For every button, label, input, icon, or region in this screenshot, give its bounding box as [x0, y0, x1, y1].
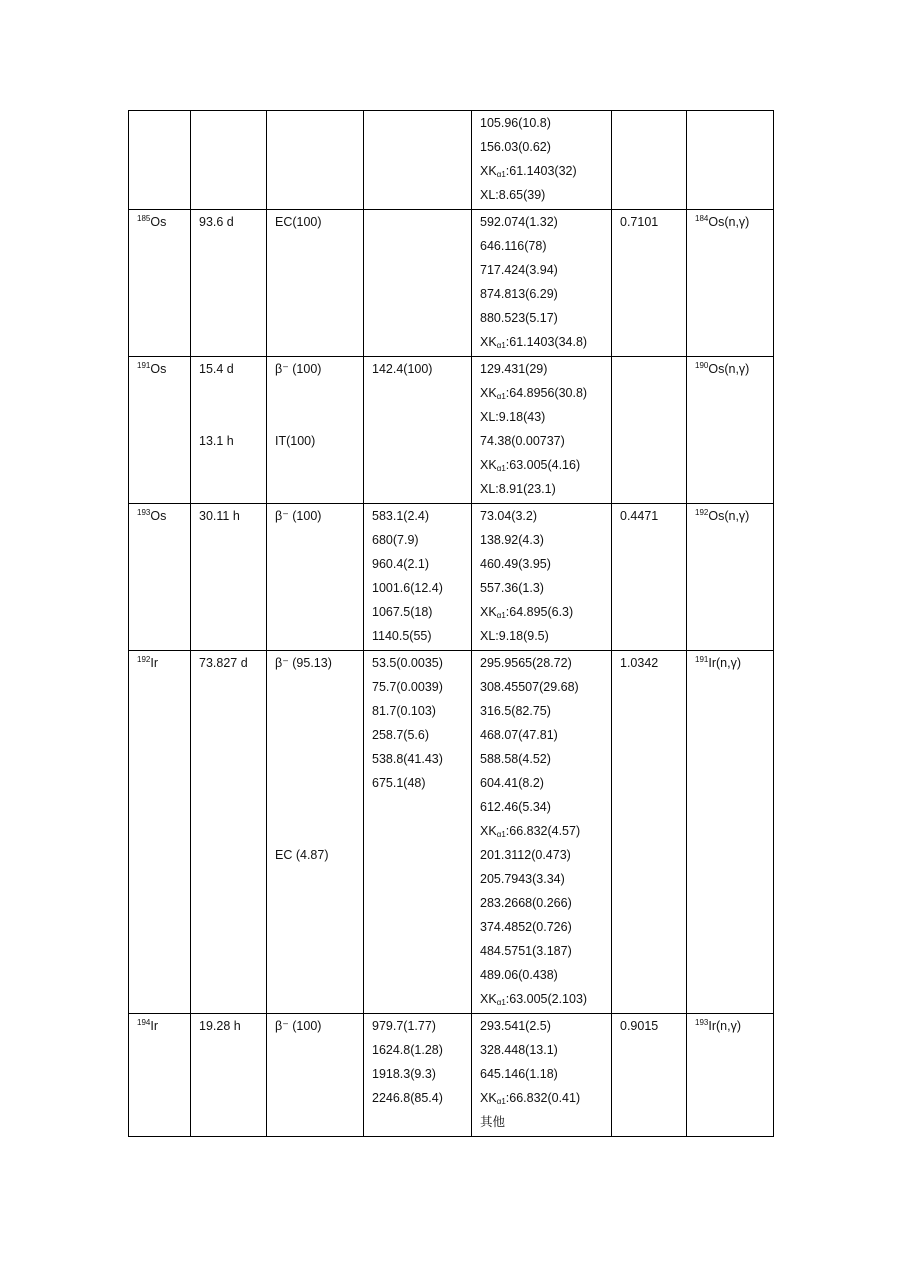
xray-subscript: α1: [496, 611, 506, 620]
beta-energy-cell: [364, 1014, 472, 1137]
gamma-energy: XL:8.91(23.1): [480, 482, 556, 496]
xray-energy: :61.1403(32): [505, 164, 577, 178]
gamma-energy-cell: [472, 1014, 612, 1137]
gamma-energy: 484.5751(3.187): [480, 944, 572, 958]
reaction-mass-number: 191: [695, 655, 709, 664]
xray-line: [480, 383, 611, 407]
nuclide-cell: [129, 357, 191, 504]
cross-section-cell: [612, 651, 687, 1014]
xray-line: [480, 161, 611, 185]
gamma-energy-cell: [472, 210, 612, 357]
spacer-line: [275, 407, 363, 431]
xray-subscript: α1: [496, 464, 506, 473]
gamma-energy: 557.36(1.3): [480, 581, 544, 595]
xray-energy: :66.832(0.41): [505, 1091, 581, 1105]
xray-energy: :63.005(4.16): [505, 458, 581, 472]
beta-energy: 675.1(48): [372, 776, 426, 790]
half-life: 73.827 d: [199, 656, 248, 670]
spacer-line: [275, 797, 363, 821]
xray-subscript: α1: [496, 998, 506, 1007]
gamma-energy: 374.4852(0.726): [480, 920, 572, 934]
gamma-energy: 460.49(3.95): [480, 557, 551, 571]
nuclide-element: Ir: [150, 656, 158, 670]
xray-prefix: XK: [480, 335, 497, 349]
beta-energy-cell: [364, 651, 472, 1014]
gamma-energy: 105.96(10.8): [480, 116, 551, 130]
production-reaction: [695, 113, 773, 137]
beta-energy: 142.4(100): [372, 362, 433, 376]
gamma-energy: 283.2668(0.266): [480, 896, 572, 910]
production-reaction: [695, 653, 773, 677]
beta-energy: 583.1(2.4): [372, 509, 429, 523]
xray-prefix: XK: [480, 605, 497, 619]
decay-mode-cell: [267, 504, 364, 651]
half-life-cell: [191, 651, 267, 1014]
gamma-energy: 880.523(5.17): [480, 311, 558, 325]
decay-mode: β⁻ (100): [275, 1019, 322, 1033]
beta-energy: 1067.5(18): [372, 605, 433, 619]
table-row: [129, 210, 774, 357]
beta-energy: 680(7.9): [372, 533, 419, 547]
gamma-energy: 73.04(3.2): [480, 509, 537, 523]
xray-line: [480, 602, 611, 626]
xray-subscript: α1: [496, 392, 506, 401]
production-reaction: [695, 1016, 773, 1040]
gamma-energy: 645.146(1.18): [480, 1067, 558, 1081]
reaction-mass-number: 193: [695, 1018, 709, 1027]
beta-energy: 1001.6(12.4): [372, 581, 443, 595]
reaction-mass-number: 184: [695, 214, 709, 223]
cross-section: [620, 359, 686, 383]
nuclide-mass-number: 193: [137, 508, 151, 517]
beta-energy: 960.4(2.1): [372, 557, 429, 571]
gamma-energy-cell: [472, 504, 612, 651]
beta-energy: 75.7(0.0039): [372, 680, 443, 694]
reaction-cell: [687, 651, 774, 1014]
gamma-energy-cell: [472, 651, 612, 1014]
decay-mode: β⁻ (100): [275, 362, 322, 376]
cross-section: 0.9015: [620, 1019, 659, 1033]
nuclide-data-table: [128, 110, 774, 1137]
gamma-energy-cell: [472, 357, 612, 504]
nuclide-mass-number: 185: [137, 214, 151, 223]
nuclide-element: Os: [150, 215, 167, 229]
spacer-line: [275, 383, 363, 407]
nuclide-cell: [129, 210, 191, 357]
half-life-cell: [191, 504, 267, 651]
gamma-energy: XL:8.65(39): [480, 188, 546, 202]
beta-energy-cell: [364, 111, 472, 210]
beta-energy: 2246.8(85.4): [372, 1091, 443, 1105]
reaction-text: Os(n,γ): [708, 509, 750, 523]
xray-energy: :64.8956(30.8): [505, 386, 588, 400]
production-reaction: [695, 359, 773, 383]
nuclide-mass-number: 191: [137, 361, 151, 370]
gamma-energy: 489.06(0.438): [480, 968, 558, 982]
beta-energy: 979.7(1.77): [372, 1019, 436, 1033]
xray-prefix: XK: [480, 386, 497, 400]
reaction-text: Os(n,γ): [708, 362, 750, 376]
spacer-line: [275, 677, 363, 701]
decay-mode-cell: [267, 111, 364, 210]
gamma-energy: 588.58(4.52): [480, 752, 551, 766]
gamma-energy: 205.7943(3.34): [480, 872, 565, 886]
xray-subscript: α1: [496, 341, 506, 350]
spacer-line: [275, 821, 363, 845]
nuclide-element: Os: [150, 509, 167, 523]
nuclide-mass-number: 192: [137, 655, 151, 664]
cross-section: 0.7101: [620, 215, 659, 229]
cross-section: 0.4471: [620, 509, 659, 523]
reaction-text: Os(n,γ): [708, 215, 750, 229]
spacer-line: [275, 749, 363, 773]
xray-line: [480, 821, 611, 845]
spacer-line: [275, 773, 363, 797]
cross-section: [620, 113, 686, 137]
reaction-mass-number: 192: [695, 508, 709, 517]
decay-mode-cell: [267, 357, 364, 504]
xray-prefix: XK: [480, 992, 497, 1006]
beta-energy: 1140.5(55): [372, 629, 432, 643]
half-life-cell: [191, 111, 267, 210]
reaction-cell: [687, 111, 774, 210]
gamma-energy: 201.3112(0.473): [480, 848, 571, 862]
decay-mode: EC (4.87): [275, 848, 329, 862]
gamma-energy: XL:9.18(43): [480, 410, 546, 424]
nuclide: [137, 506, 190, 530]
gamma-energy: 308.45507(29.68): [480, 680, 579, 694]
xray-prefix: XK: [480, 458, 497, 472]
gamma-energy: 293.541(2.5): [480, 1019, 551, 1033]
nuclide-cell: [129, 504, 191, 651]
reaction-cell: [687, 357, 774, 504]
nuclide: [137, 653, 190, 677]
cross-section-cell: [612, 111, 687, 210]
nuclide: [137, 359, 190, 383]
gamma-energy: 129.431(29): [480, 362, 548, 376]
cross-section-cell: [612, 210, 687, 357]
nuclide: [137, 1016, 190, 1040]
nuclide-cell: [129, 111, 191, 210]
table-row: [129, 111, 774, 210]
xray-energy: :66.832(4.57): [505, 824, 581, 838]
gamma-energy: 592.074(1.32): [480, 215, 558, 229]
spacer-line: [275, 701, 363, 725]
gamma-energy: 其他: [480, 1115, 506, 1129]
xray-subscript: α1: [496, 1097, 506, 1106]
xray-energy: :64.895(6.3): [505, 605, 574, 619]
nuclide-mass-number: 194: [137, 1018, 151, 1027]
half-life-cell: [191, 210, 267, 357]
xray-subscript: α1: [496, 170, 506, 179]
xray-line: [480, 989, 611, 1013]
table-row: [129, 357, 774, 504]
xray-line: [480, 1088, 611, 1112]
table-row: [129, 651, 774, 1014]
decay-mode-cell: [267, 651, 364, 1014]
beta-energy-cell: [364, 357, 472, 504]
spacer-line: [275, 725, 363, 749]
gamma-energy: 295.9565(28.72): [480, 656, 572, 670]
nuclide: [137, 113, 190, 137]
cross-section-cell: [612, 504, 687, 651]
decay-mode: β⁻ (100): [275, 509, 322, 523]
gamma-energy-cell: [472, 111, 612, 210]
cross-section: 1.0342: [620, 656, 659, 670]
beta-energy-cell: [364, 504, 472, 651]
beta-energy: 81.7(0.103): [372, 704, 436, 718]
decay-mode: IT(100): [275, 434, 316, 448]
gamma-energy: 138.92(4.3): [480, 533, 544, 547]
beta-energy: 1918.3(9.3): [372, 1067, 436, 1081]
xray-energy: :63.005(2.103): [505, 992, 588, 1006]
gamma-energy: 717.424(3.94): [480, 263, 558, 277]
nuclide-element: Os: [150, 362, 167, 376]
production-reaction: [695, 506, 773, 530]
gamma-energy: XL:9.18(9.5): [480, 629, 549, 643]
xray-line: [480, 455, 611, 479]
beta-energy: 538.8(41.43): [372, 752, 443, 766]
gamma-energy: 156.03(0.62): [480, 140, 551, 154]
cross-section-cell: [612, 1014, 687, 1137]
beta-energy: 1624.8(1.28): [372, 1043, 443, 1057]
gamma-energy: 612.46(5.34): [480, 800, 551, 814]
table-row: [129, 504, 774, 651]
gamma-energy: 316.5(82.75): [480, 704, 551, 718]
gamma-energy: 74.38(0.00737): [480, 434, 565, 448]
spacer-line: [199, 383, 266, 407]
reaction-cell: [687, 1014, 774, 1137]
gamma-energy: 604.41(8.2): [480, 776, 544, 790]
xray-subscript: α1: [496, 830, 506, 839]
beta-energy: 258.7(5.6): [372, 728, 429, 742]
gamma-energy: 468.07(47.81): [480, 728, 558, 742]
gamma-energy: 646.116(78): [480, 239, 547, 253]
table-body: [129, 111, 774, 1137]
half-life: 93.6 d: [199, 215, 234, 229]
table-row: [129, 1014, 774, 1137]
spacer-line: [199, 407, 266, 431]
decay-mode-cell: [267, 1014, 364, 1137]
nuclide: [137, 212, 190, 236]
half-life: 13.1 h: [199, 434, 234, 448]
beta-energy: 53.5(0.0035): [372, 656, 443, 670]
nuclide-cell: [129, 651, 191, 1014]
cross-section-cell: [612, 357, 687, 504]
half-life-cell: [191, 1014, 267, 1137]
reaction-text: Ir(n,γ): [708, 656, 741, 670]
decay-mode: β⁻ (95.13): [275, 656, 332, 670]
half-life: 15.4 d: [199, 362, 234, 376]
decay-mode: EC(100): [275, 215, 322, 229]
half-life: 19.28 h: [199, 1019, 241, 1033]
beta-energy-cell: [364, 210, 472, 357]
reaction-text: Ir(n,γ): [708, 1019, 741, 1033]
xray-prefix: XK: [480, 824, 497, 838]
xray-prefix: XK: [480, 1091, 497, 1105]
production-reaction: [695, 212, 773, 236]
nuclide-element: Ir: [150, 1019, 158, 1033]
gamma-energy: 328.448(13.1): [480, 1043, 558, 1057]
xray-line: [480, 332, 611, 356]
reaction-cell: [687, 210, 774, 357]
reaction-mass-number: 190: [695, 361, 709, 370]
decay-mode-cell: [267, 210, 364, 357]
xray-energy: :61.1403(34.8): [505, 335, 588, 349]
half-life: 30.11 h: [199, 509, 240, 523]
half-life-cell: [191, 357, 267, 504]
nuclide-cell: [129, 1014, 191, 1137]
xray-prefix: XK: [480, 164, 497, 178]
gamma-energy: 874.813(6.29): [480, 287, 558, 301]
reaction-cell: [687, 504, 774, 651]
